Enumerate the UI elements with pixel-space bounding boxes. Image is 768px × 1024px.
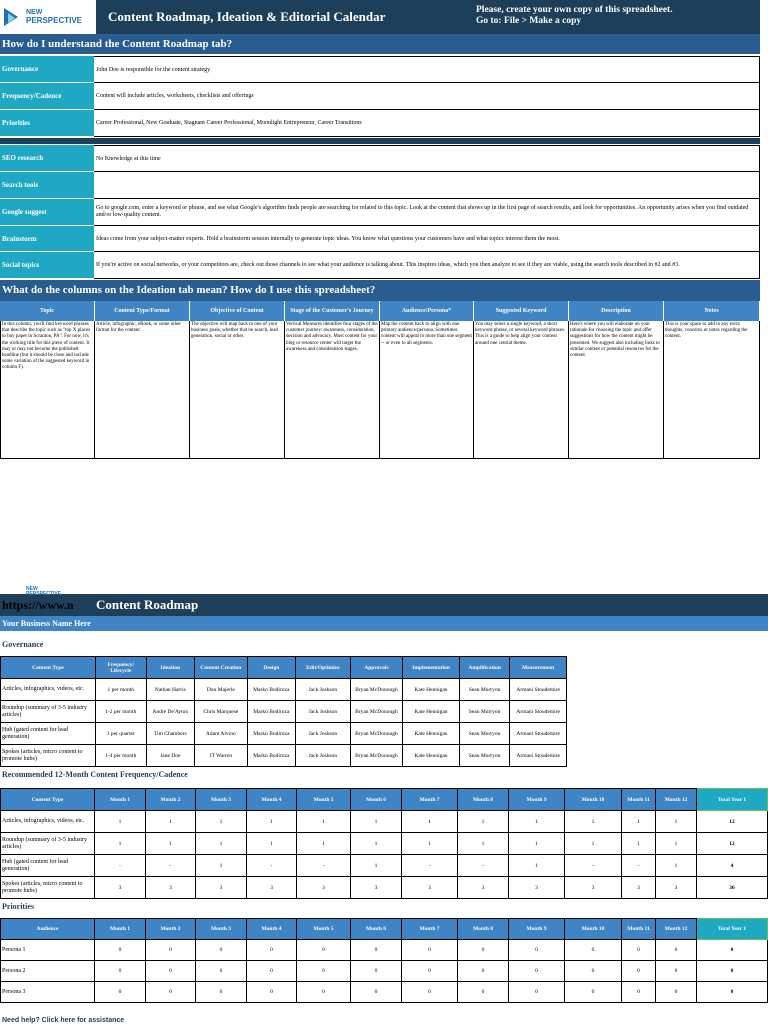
governance-cell[interactable]: Armani Stoudemire xyxy=(510,679,567,701)
priorities-cell[interactable]: 0 xyxy=(458,982,509,1003)
governance-header-cell: Design xyxy=(247,657,296,679)
ideation-col-description[interactable]: In this column, you'll find keyword phrases that describe the topic such as "top X places to buy paper in Scranton, PA". For now, it's the working title for this piece of content. It may or may not become the published headline (but it should be close and include some variation of the suggested keyword in column F). xyxy=(0,321,95,459)
governance-header-cell: Content Creation xyxy=(195,657,248,679)
roadmap-logo-perspective: PERSPECTIVE xyxy=(26,591,62,597)
priorities-cell[interactable]: Persona 3 xyxy=(1,982,95,1003)
frequency-cell[interactable]: 1 xyxy=(565,833,622,855)
info-label-search-tools: Search tools xyxy=(0,172,94,199)
priorities-cell[interactable]: 0 xyxy=(247,961,297,982)
priorities-cell[interactable]: 0 xyxy=(565,982,622,1003)
info-label-social-topics: Social topics xyxy=(0,252,94,279)
priorities-cell[interactable]: 0 xyxy=(297,940,351,961)
frequency-cell[interactable]: Spokes (articles, micro content to promote hubs) xyxy=(1,877,95,899)
governance-cell[interactable]: Articles, infographics, videos, etc. xyxy=(1,679,96,701)
governance-heading: Governance xyxy=(2,640,44,649)
info-label-brainstorm: Brainstorm xyxy=(0,226,94,252)
frequency-cell[interactable]: 3 xyxy=(247,877,297,899)
frequency-cell[interactable]: 12 xyxy=(697,833,768,855)
frequency-cell[interactable]: 3 xyxy=(622,877,656,899)
priorities-header-cell: Month 1 xyxy=(95,919,146,940)
frequency-cell[interactable]: 3 xyxy=(351,877,402,899)
priorities-cell[interactable]: Persona 1 xyxy=(1,940,95,961)
ideation-col-description[interactable]: Article, infographic, eBook, or some other format for the content xyxy=(95,321,190,459)
frequency-row xyxy=(1,833,768,855)
priorities-cell[interactable]: 0 xyxy=(351,940,402,961)
governance-cell[interactable]: Jack Joshson xyxy=(296,723,351,745)
frequency-header-cell: Month 1 xyxy=(95,789,146,811)
frequency-header-cell: Month 3 xyxy=(196,789,247,811)
frequency-cell[interactable]: 1 xyxy=(622,833,656,855)
roadmap-logo-new: NEW xyxy=(26,586,38,592)
priorities-cell[interactable]: 0 xyxy=(656,940,697,961)
ideation-tab-heading: What do the columns on the Ideation tab mean? How do I use this spreadsheet? xyxy=(0,280,760,301)
frequency-cell[interactable]: 1 xyxy=(509,855,565,877)
governance-cell[interactable]: Andre De'Ayton xyxy=(146,701,195,723)
ideation-col-header: Content Type/Format xyxy=(95,301,190,321)
priorities-cell[interactable]: 0 xyxy=(196,961,247,982)
priorities-cell[interactable]: 0 xyxy=(196,940,247,961)
ideation-col-header: Suggested Keyword xyxy=(474,301,569,321)
priorities-header-cell: Month 5 xyxy=(297,919,351,940)
governance-cell[interactable]: Roundup (summary of 3-5 industry articles) xyxy=(1,701,96,723)
ideation-col-header: Topic xyxy=(0,301,95,321)
info-value-seo[interactable]: No Knowledge at this time xyxy=(94,145,760,172)
governance-cell[interactable]: Sean Murryon xyxy=(459,745,510,767)
priorities-cell[interactable]: 0 xyxy=(565,940,622,961)
priorities-header-cell: Month 6 xyxy=(351,919,402,940)
frequency-cell[interactable]: Roundup (summary of 3-5 industry articles) xyxy=(1,833,95,855)
priorities-header-cell: Month 3 xyxy=(196,919,247,940)
frequency-header-cell: Month 11 xyxy=(622,789,656,811)
frequency-cell[interactable]: 3 xyxy=(95,877,146,899)
governance-header-cell: Measurement xyxy=(510,657,567,679)
governance-cell[interactable]: Kate Hennigan xyxy=(403,701,460,723)
frequency-cell[interactable]: 1 xyxy=(565,811,622,833)
business-name[interactable]: Your Business Name Here xyxy=(0,616,768,631)
page-title: Content Roadmap, Ideation & Editorial Calendar xyxy=(108,9,386,24)
governance-cell[interactable]: Spokes (articles, micro content to promote hubs) xyxy=(1,745,96,767)
priorities-cell[interactable]: 0 xyxy=(351,961,402,982)
info-value-frequency[interactable]: Content will include articles, worksheets, checklists and offerings xyxy=(94,83,760,110)
priorities-cell[interactable]: 0 xyxy=(297,961,351,982)
priorities-row xyxy=(1,940,768,961)
info-label-google-suggest: Google suggest xyxy=(0,199,94,226)
priorities-cell[interactable]: 0 xyxy=(402,982,458,1003)
governance-header-cell: Approvals xyxy=(350,657,403,679)
ideation-col-description[interactable]: This is your space to add in any extra thoughts, concerns or notes regarding the content. xyxy=(664,321,760,459)
frequency-cell[interactable]: 1 xyxy=(95,833,146,855)
frequency-cell[interactable]: 1 xyxy=(95,811,146,833)
priorities-header-cell: Month 11 xyxy=(622,919,656,940)
roadmap-tab-heading: How do I understand the Content Roadmap tab? xyxy=(0,34,760,54)
priorities-cell[interactable]: 0 xyxy=(351,982,402,1003)
logo-text-perspective: PERSPECTIVE xyxy=(26,16,83,25)
governance-cell[interactable]: 1 per quarter xyxy=(96,723,147,745)
ideation-col-header: Stage of the Customer's Journey xyxy=(285,301,380,321)
section-divider xyxy=(0,138,760,144)
frequency-cell[interactable]: 1 xyxy=(351,811,402,833)
logo xyxy=(0,0,96,34)
frequency-cell[interactable]: 1 xyxy=(458,811,509,833)
priorities-cell[interactable]: 0 xyxy=(565,961,622,982)
frequency-header-cell: Content Type xyxy=(1,789,95,811)
frequency-cell[interactable]: 4 xyxy=(697,855,768,877)
frequency-header-cell: Total Year 1 xyxy=(697,789,768,811)
governance-row xyxy=(1,679,567,701)
frequency-cell[interactable]: 1 xyxy=(146,811,196,833)
ideation-col-description[interactable]: The objective will map back to one of your business goals, whether that be search, lead generation, social or other. xyxy=(190,321,285,459)
priorities-cell[interactable]: 0 xyxy=(247,940,297,961)
priorities-cell[interactable]: 0 xyxy=(95,940,146,961)
priorities-cell[interactable]: 0 xyxy=(622,961,656,982)
frequency-cell[interactable]: 1 xyxy=(351,855,402,877)
frequency-cell[interactable]: 3 xyxy=(402,877,458,899)
roadmap-logo xyxy=(26,587,61,597)
frequency-cell[interactable]: 3 xyxy=(196,877,247,899)
frequency-cell[interactable]: - xyxy=(95,855,146,877)
governance-cell[interactable]: Marko Bodiroza xyxy=(247,723,296,745)
frequency-header-cell: Month 12 xyxy=(656,789,697,811)
governance-header-cell: Content Type xyxy=(1,657,96,679)
priorities-header-cell: Month 9 xyxy=(509,919,565,940)
frequency-heading: Recommended 12-Month Content Frequency/Cadence xyxy=(2,770,188,779)
frequency-cell[interactable]: Articles, infographics, videos, etc. xyxy=(1,811,95,833)
frequency-cell[interactable]: 1 xyxy=(402,833,458,855)
governance-cell[interactable]: Sean Murryon xyxy=(459,679,510,701)
frequency-cell[interactable]: 1 xyxy=(402,811,458,833)
frequency-cell[interactable]: - xyxy=(247,855,297,877)
priorities-header-cell: Month 7 xyxy=(402,919,458,940)
governance-cell[interactable]: Kate Hennigan xyxy=(403,745,460,767)
priorities-cell[interactable]: 0 xyxy=(509,940,565,961)
frequency-cell[interactable]: 12 xyxy=(697,811,768,833)
governance-cell[interactable]: Chris Marquese xyxy=(195,701,248,723)
priorities-header-cell: Month 4 xyxy=(247,919,297,940)
priorities-cell[interactable]: 0 xyxy=(697,982,768,1003)
governance-header-cell: Implementation xyxy=(403,657,460,679)
frequency-cell[interactable]: 3 xyxy=(565,877,622,899)
frequency-cell[interactable]: 1 xyxy=(656,811,697,833)
info-value-social-topics[interactable]: If you're active on social networks, or your competitors are, check out those channels to see what your audience is talking about. This inspires ideas, which you then analyze to see if they are viable, using the search tools described in #2 and #3. xyxy=(94,252,760,279)
frequency-cell[interactable]: - xyxy=(297,855,351,877)
priorities-row xyxy=(1,961,768,982)
frequency-cell[interactable]: 1 xyxy=(146,833,196,855)
governance-header-cell: Frequency/ Lifecycle xyxy=(96,657,147,679)
priorities-cell[interactable]: 0 xyxy=(402,961,458,982)
governance-cell[interactable]: Armani Stoudemire xyxy=(510,723,567,745)
frequency-header-cell: Month 6 xyxy=(351,789,402,811)
governance-cell[interactable]: Jane Doe xyxy=(146,745,195,767)
info-label-governance: Governance xyxy=(0,56,94,83)
info-label-frequency: Frequency/Cadence xyxy=(0,83,94,110)
frequency-cell[interactable]: - xyxy=(565,855,622,877)
governance-cell[interactable]: Marko Bodiroza xyxy=(247,679,296,701)
governance-cell[interactable]: Sean Murryon xyxy=(459,701,510,723)
help-link[interactable]: Need help? Click here for assistance xyxy=(2,1017,125,1024)
frequency-cell[interactable]: 1 xyxy=(196,833,247,855)
frequency-header-cell: Month 2 xyxy=(146,789,196,811)
frequency-cell[interactable]: 1 xyxy=(297,833,351,855)
frequency-row xyxy=(1,811,768,833)
frequency-header-cell: Month 10 xyxy=(565,789,622,811)
frequency-header-cell: Month 4 xyxy=(247,789,297,811)
governance-cell[interactable]: Armani Stoudemire xyxy=(510,745,567,767)
ideation-col-description[interactable]: You may select a single keyword, a short keyword phrase, or several keyword phrases. This is a guide to help align your content around one central theme. xyxy=(474,321,569,459)
governance-cell[interactable]: 1 per month xyxy=(96,679,147,701)
priorities-cell[interactable]: 0 xyxy=(297,982,351,1003)
ideation-col-description[interactable]: Map the content back to align with one primary audience/persona. Sometimes content will appeal to more than one segment -- or even to all segments. xyxy=(380,321,474,459)
frequency-header-cell: Month 9 xyxy=(509,789,565,811)
priorities-cell[interactable]: 0 xyxy=(697,961,768,982)
info-value-brainstorm[interactable]: Ideas come from your subject-matter experts. Hold a brainstorm session internally to generate topic ideas. You know what questions your customers have and what topics interest them the most. xyxy=(94,226,760,252)
roadmap-title: Content Roadmap xyxy=(96,597,199,612)
governance-cell[interactable]: Don Majerle xyxy=(195,679,248,701)
priorities-header-cell: Total Year 1 xyxy=(697,919,768,940)
info-value-governance[interactable]: John Doe is responsible for the content strategy xyxy=(94,56,760,83)
frequency-cell[interactable]: 3 xyxy=(297,877,351,899)
governance-cell[interactable]: Nathan Harris xyxy=(146,679,195,701)
frequency-cell[interactable]: 1 xyxy=(458,833,509,855)
frequency-header-cell: Month 5 xyxy=(297,789,351,811)
governance-cell[interactable]: 1-2 per month xyxy=(96,701,147,723)
priorities-header-cell: Month 8 xyxy=(458,919,509,940)
priorities-header-cell: Month 2 xyxy=(146,919,196,940)
priorities-cell[interactable]: 0 xyxy=(458,940,509,961)
priorities-cell[interactable]: 0 xyxy=(622,940,656,961)
governance-row xyxy=(1,701,567,723)
frequency-cell[interactable]: - xyxy=(146,855,196,877)
priorities-row xyxy=(1,982,768,1003)
info-label-seo: SEO research xyxy=(0,145,94,172)
frequency-cell[interactable]: 1 xyxy=(509,833,565,855)
priorities-cell[interactable]: 0 xyxy=(247,982,297,1003)
priorities-table xyxy=(0,918,768,1003)
governance-cell[interactable]: Marko Bodiroza xyxy=(247,701,296,723)
priorities-cell[interactable]: 0 xyxy=(622,982,656,1003)
governance-cell[interactable]: Adam Alvino xyxy=(195,723,248,745)
frequency-cell[interactable]: 3 xyxy=(509,877,565,899)
priorities-cell[interactable]: 0 xyxy=(697,940,768,961)
frequency-cell[interactable]: 1 xyxy=(297,811,351,833)
governance-cell[interactable]: Kate Hennigan xyxy=(403,723,460,745)
frequency-cell[interactable]: - xyxy=(458,855,509,877)
governance-cell[interactable]: Bryan McDonough xyxy=(350,745,403,767)
governance-header-cell: Amplification xyxy=(459,657,510,679)
frequency-row xyxy=(1,877,768,899)
frequency-table xyxy=(0,788,768,899)
copy-instructions xyxy=(476,5,673,27)
governance-cell[interactable]: 1-4 per month xyxy=(96,745,147,767)
governance-cell[interactable]: Bryan McDonough xyxy=(350,723,403,745)
priorities-heading: Priorities xyxy=(2,902,34,911)
frequency-cell[interactable]: 1 xyxy=(509,811,565,833)
governance-header-cell: Ideation xyxy=(146,657,195,679)
frequency-cell[interactable]: 1 xyxy=(247,833,297,855)
priorities-cell[interactable]: 0 xyxy=(509,982,565,1003)
info-value-search-tools[interactable] xyxy=(94,172,760,199)
copy-instructions-line1: Please, create your own copy of this spreadsheet. xyxy=(476,5,673,15)
priorities-header-cell: Month 10 xyxy=(565,919,622,940)
frequency-cell[interactable]: 1 xyxy=(656,855,697,877)
governance-row xyxy=(1,745,567,767)
governance-row xyxy=(1,723,567,745)
frequency-cell[interactable]: 1 xyxy=(351,833,402,855)
priorities-cell[interactable]: Persona 2 xyxy=(1,961,95,982)
priorities-cell[interactable]: 0 xyxy=(95,961,146,982)
frequency-cell[interactable]: 1 xyxy=(622,811,656,833)
governance-cell[interactable]: Tim Chambers xyxy=(146,723,195,745)
priorities-cell[interactable]: 0 xyxy=(656,961,697,982)
info-label-priorities: Priorities xyxy=(0,110,94,137)
info-value-priorities[interactable]: Career Professional, New Graduate, Stagnant Career Professional, Moonlight Entrepreneur, Career Transitions xyxy=(94,110,760,137)
governance-cell[interactable]: Sean Murryon xyxy=(459,723,510,745)
frequency-header-cell: Month 8 xyxy=(458,789,509,811)
governance-cell[interactable]: Jack Joshson xyxy=(296,679,351,701)
governance-cell[interactable]: Hub (gated content for lead generation) xyxy=(1,723,96,745)
ideation-col-description[interactable]: Here's where you will elaborate on your rationale for choosing the topic and offer suggestions for how the content might be presented. We suggest also including links to similar content or potential resources for the content. xyxy=(569,321,664,459)
frequency-cell[interactable]: - xyxy=(402,855,458,877)
governance-cell[interactable]: Bryan McDonough xyxy=(350,679,403,701)
governance-cell[interactable]: Marko Bodiroza xyxy=(247,745,296,767)
frequency-cell[interactable]: - xyxy=(622,855,656,877)
ideation-col-description[interactable]: Vertical Measures identifies four stages of the customer journey: awareness, consideration, decision and advocacy. Most content for your blog or resource center will target the awareness and consideration stages. xyxy=(285,321,380,459)
governance-cell[interactable]: JT Warren xyxy=(195,745,248,767)
priorities-cell[interactable]: 0 xyxy=(509,961,565,982)
priorities-cell[interactable]: 0 xyxy=(146,940,196,961)
governance-table xyxy=(0,656,567,767)
website-link[interactable]: https://www.n xyxy=(2,598,74,612)
frequency-cell[interactable]: 36 xyxy=(697,877,768,899)
governance-cell[interactable]: Bryan McDonough xyxy=(350,701,403,723)
copy-instructions-line2: Go to: File > Make a copy xyxy=(476,16,582,26)
frequency-cell[interactable]: 1 xyxy=(196,811,247,833)
priorities-cell[interactable]: 0 xyxy=(458,961,509,982)
priorities-cell[interactable]: 0 xyxy=(146,961,196,982)
governance-cell[interactable]: Armani Stoudemire xyxy=(510,701,567,723)
governance-cell[interactable]: Jack Joshson xyxy=(296,701,351,723)
frequency-cell[interactable]: 1 xyxy=(196,855,247,877)
priorities-header-cell: Month 12 xyxy=(656,919,697,940)
frequency-row xyxy=(1,855,768,877)
governance-cell[interactable]: Jack Joshson xyxy=(296,745,351,767)
frequency-cell[interactable]: 3 xyxy=(146,877,196,899)
ideation-col-header: Audience/Persona* xyxy=(380,301,474,321)
logo-arrow-inner-icon xyxy=(8,13,15,23)
frequency-cell[interactable]: 1 xyxy=(247,811,297,833)
frequency-cell[interactable]: Hub (gated content for lead generation) xyxy=(1,855,95,877)
info-value-google-suggest[interactable]: Go to google.com, enter a keyword or phrase, and see what Google's algorithm finds people are searching for related to this topic. Look at the content that shows up in the first page of search results, and look for opportunities. An opportunity arises when you find outdated and/or low-quality content. xyxy=(94,199,760,226)
priorities-cell[interactable]: 0 xyxy=(95,982,146,1003)
priorities-cell[interactable]: 0 xyxy=(656,982,697,1003)
priorities-cell[interactable]: 0 xyxy=(402,940,458,961)
priorities-header-cell: Audience xyxy=(1,919,95,940)
frequency-cell[interactable]: 3 xyxy=(458,877,509,899)
priorities-cell[interactable]: 0 xyxy=(146,982,196,1003)
governance-header-cell: Edit/Optimize xyxy=(296,657,351,679)
ideation-col-header: Description xyxy=(569,301,664,321)
frequency-cell[interactable]: 1 xyxy=(656,833,697,855)
frequency-cell[interactable]: 3 xyxy=(656,877,697,899)
ideation-col-header: Objective of Content xyxy=(190,301,285,321)
governance-cell[interactable]: Kate Hennigan xyxy=(403,679,460,701)
logo-text-new: NEW xyxy=(26,9,43,16)
frequency-header-cell: Month 7 xyxy=(402,789,458,811)
ideation-col-header: Notes xyxy=(664,301,760,321)
priorities-cell[interactable]: 0 xyxy=(196,982,247,1003)
